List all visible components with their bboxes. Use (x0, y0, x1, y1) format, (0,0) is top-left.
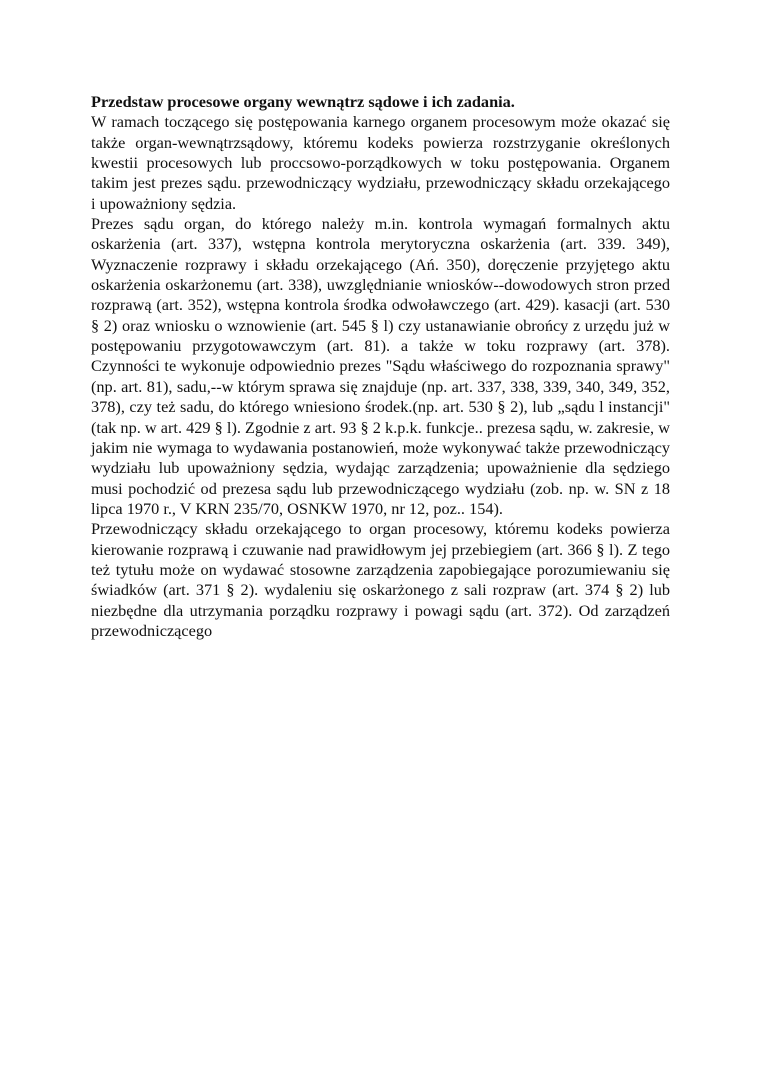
document-title: Przedstaw procesowe organy wewnątrz sądowe i ich zadania. (91, 92, 515, 111)
paragraph-internal-organs: W ramach toczącego się postępowania karnego organem procesowym może okazać się także organ-wewnątrzsądowy, któremu kodeks powierza rozstrzyganie określonych kwestii procesowych lub proccsowo-porządkowych w toku postępowania. Organem takim jest prezes sądu. przewodniczący wydziału, przewodniczący składu orzekającego i upoważniony sędzia. (91, 112, 670, 213)
paragraph-court-president: Prezes sądu organ, do którego należy m.in. kontrola wymagań formalnych aktu oskarżenia (art. 337), wstępna kontrola merytoryczna oskarżenia (art. 339. 349), Wyznaczenie rozprawy i składu orzekającego (Ań. 350), doręczenie przyjętego aktu oskarżenia oskarżonemu (art. 338), uwzględnianie wniosków--dowodowych stron przed rozprawą (art. 352), wstępna kontrola środka odwoławczego (art. 429). kasacji (art. 530 § 2) oraz wniosku o wznowienie (art. 545 § l) czy ustanawianie obrońcy z urzędu już w postępowaniu przygotowawczym (art. 81). a także w toku rozprawy (art. 378). Czynności te wykonuje odpowiednio prezes "Sądu właściwego do rozpoznania sprawy" (np. art. 81), sadu,--w którym sprawa się znajduje (np. art. 337, 338, 339, 340, 349, 352, 378), czy też sadu, do którego wniesiono środek.(np. art. 530 § 2), lub „sądu l instancji" (tak np. w art. 429 § l). Zgodnie z art. 93 § 2 k.p.k. funkcje.. prezesa sądu, w. zakresie, w jakim nie wymaga to wydawania postanowień, może wykonywać także przewodniczący wydziału lub upoważniony sędzia, wydając zarządzenia; upoważnienie dla sędziego musi pochodzić od prezesa sądu lub przewodniczącego wydziału (zob. np. w. SN z 18 lipca 1970 r., V KRN 235/70, OSNKW 1970, nr 12, poz.. 154). (91, 214, 670, 518)
document-body (91, 92, 670, 641)
paragraph-presiding-judge: Przewodniczący składu orzekającego to organ procesowy, któremu kodeks powierza kierowanie rozprawą i czuwanie nad prawidłowym jej przebiegiem (art. 366 § l). Z tego też tytułu może on wydawać stosowne zarządzenia zapobiegające porozumiewaniu się świadków (art. 371 § 2). wydaleniu się oskarżonego z sali rozpraw (art. 374 § 2) lub niezbędne dla utrzymania porządku rozprawy i powagi sądu (art. 372). Od zarządzeń przewodniczącego (91, 519, 670, 640)
